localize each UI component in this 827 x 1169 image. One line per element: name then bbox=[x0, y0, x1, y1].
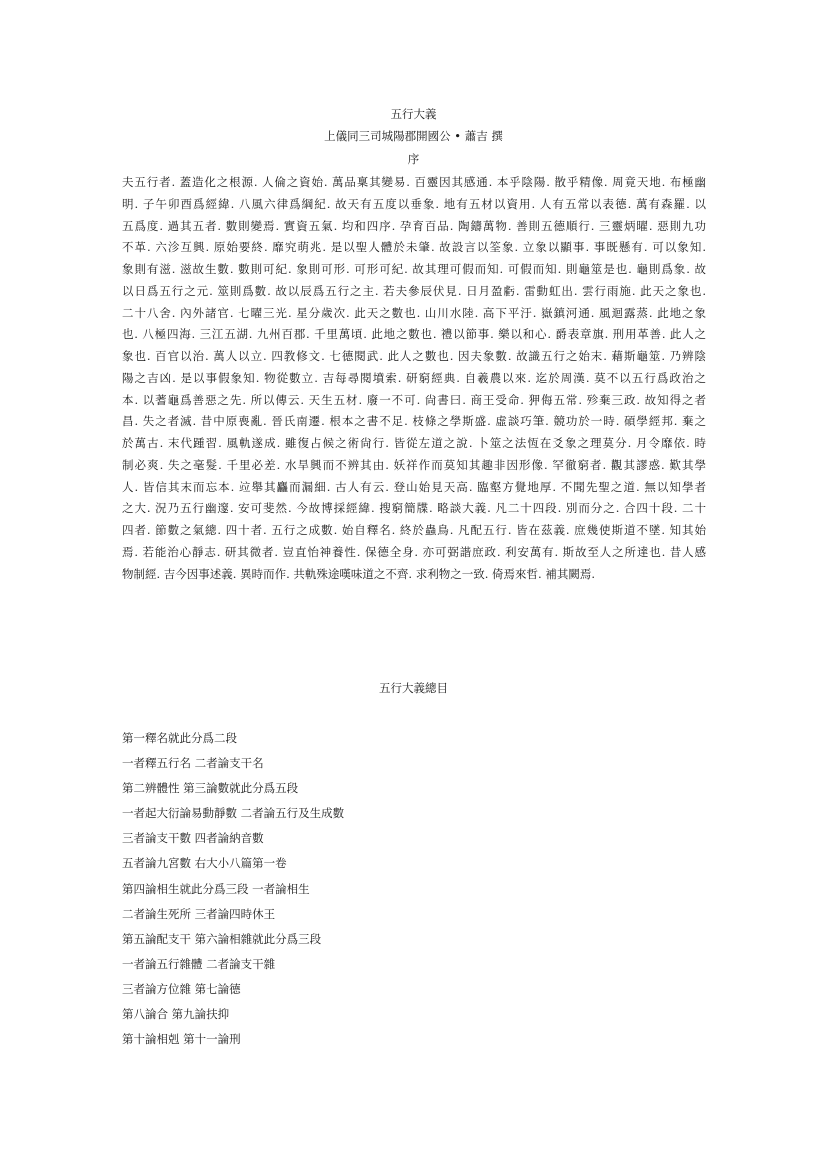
preface-line: 本. 以蓍龜爲善惡之先. 所以傳云. 天生五材. 廢一不可. 尙書曰. 商王受命. 狎侮五常. 殄棄三政. 故知得之者 bbox=[122, 392, 706, 407]
toc-entry: 第十論相剋 第十一論刑 bbox=[122, 1032, 241, 1047]
preface-line: 二十八舍. 內外諸官. 七曜三光. 星分歲次. 此天之數也. 山川水陸. 高下平汙. 嶽鎮河通. 風迴露蒸. 此地之象 bbox=[122, 305, 706, 320]
toc-entry: 第二辨體性 第三論數就此分爲五段 bbox=[122, 781, 299, 796]
preface-line: 象也. 百官以治. 萬人以立. 四教修文. 七德閱武. 此人之數也. 因夫象數. 故識五行之始末. 藉斯龜筮. 乃辨陰 bbox=[122, 349, 706, 363]
preface-heading: 序 bbox=[407, 152, 420, 166]
preface-line: 明. 子午卯酉爲經緯. 八風六律爲綱紀. 故天有五度以垂象. 地有五材以資用. 人有五常以表德. 萬有森羅. 以 bbox=[122, 196, 706, 211]
toc-entry: 第四論相生就此分爲三段 一者論相生 bbox=[122, 881, 310, 896]
preface-line: 象則有滋. 滋故生數. 數則可紀. 象則可形. 可形可紀. 故其理可假而知. 可假而知. 則龜筮是也. 龜則爲象. 故 bbox=[122, 262, 706, 276]
preface-line: 焉. 若能治心靜志. 研其微者. 豈直怡神養性. 保德全身. 亦可弼諧庶政. 利安萬有. 斯故至人之所達也. 昔人感 bbox=[122, 544, 706, 559]
toc-entry: 一者起大衍論易動靜數 二者論五行及生成數 bbox=[122, 806, 345, 821]
toc-entry: 第五論配支干 第六論相雜就此分爲三段 bbox=[122, 931, 322, 946]
toc-entry: 一者釋五行名 二者論支干名 bbox=[122, 756, 264, 771]
preface-line: 四者. 節數之氣總. 四十者. 五行之成數. 始自釋名. 終於蟲鳥. 凡配五行. 皆在茲義. 庶幾使斯道不墜. 知其始 bbox=[122, 523, 706, 537]
toc-entry: 五者論九宮數 右大小八篇第一卷 bbox=[122, 856, 287, 871]
toc-entry: 第一釋名就此分爲二段 bbox=[122, 731, 237, 745]
toc-list bbox=[122, 726, 706, 1052]
toc-entry: 三者論支干數 四者論納音數 bbox=[122, 831, 264, 846]
preface-line: 之大. 況乃五行幽邃. 安可斐然. 今故博採經緯. 搜窮簡牒. 略談大義. 凡二十四段. 別而分之. 合四十段. 二十 bbox=[122, 501, 706, 516]
preface-line: 物制經. 吉今因事述義. 異時而作. 共軌殊途嘆味道之不齊. 求利物之一致. 倚焉來哲. 補其闕焉. bbox=[122, 566, 596, 581]
preface-line: 以日爲五行之元. 筮則爲數. 故以辰爲五行之主. 若夫參辰伏見. 日月盈虧. 雷動虹出. 雲行雨施. 此天之象也. bbox=[122, 283, 706, 298]
document-title: 五行大義 bbox=[390, 107, 437, 121]
toc-entry: 一者論五行雜體 二者論支干雜 bbox=[122, 956, 276, 971]
toc-entry: 三者論方位雜 第七論德 bbox=[122, 981, 241, 996]
preface-line: 陽之吉凶. 是以事假象知. 物從數立. 吉每尋閱墳索. 研窮經典. 自羲農以來. 迄於周漢. 莫不以五行爲政治之 bbox=[122, 370, 706, 385]
preface-line: 夫五行者. 蓋造化之根源. 人倫之資始. 萬品稟其變易. 百靈因其感通. 本乎陰陽. 散乎精像. 周竟天地. 布極幽 bbox=[122, 175, 706, 189]
preface-line: 不革. 六沴互興. 原始要終. 靡究萌兆. 是以聖人體於未肇. 故設言以筌象. 立象以顯事. 事既懸有. 可以象知. bbox=[122, 240, 706, 255]
toc-entry: 二者論生死所 三者論四時休王 bbox=[122, 906, 276, 921]
toc-entry: 第八論合 第九論扶抑 bbox=[122, 1007, 230, 1022]
preface-line: 也. 八極四海. 三江五湖. 九州百郡. 千里萬頃. 此地之數也. 禮以節事. 樂以和心. 爵表章旗. 刑用革善. 此人之 bbox=[122, 327, 706, 342]
preface-body bbox=[122, 172, 706, 585]
preface-line: 於萬古. 末代踵習. 風軌遂成. 雖復占候之術尙行. 皆從左道之說. 卜筮之法恆在爻象之理莫分. 月令靡依. 時 bbox=[122, 436, 706, 450]
preface-line: 五爲度. 過其五者. 數則變焉. 實資五氣. 均和四序. 孕育百品. 陶鑄萬物. 善則五德順行. 三靈炳曜. 惡則九功 bbox=[122, 218, 706, 233]
preface-line: 人. 皆信其末而忘本. 竝舉其麤而漏細. 古人有云. 登山始見天高. 臨壑方覺地厚. 不聞先聖之道. 無以知學者 bbox=[122, 479, 706, 494]
author-line: 上儀同三司城陽郡開國公 • 蕭吉 撰 bbox=[324, 129, 503, 143]
toc-title: 五行大義總目 bbox=[379, 681, 448, 695]
preface-line: 昌. 失之者滅. 昔中原喪亂. 晉氏南遷. 根本之書不足. 枝條之學斯盛. 虛談巧筆. 競功於一時. 碩學經邦. 棄之 bbox=[122, 414, 706, 429]
preface-line: 制必爽. 失之毫髮. 千里必差. 水旱興而不辨其由. 妖祥作而莫知其趣非因形像. 罕徹窮者. 觀其謬惑. 歎其學 bbox=[122, 457, 706, 472]
